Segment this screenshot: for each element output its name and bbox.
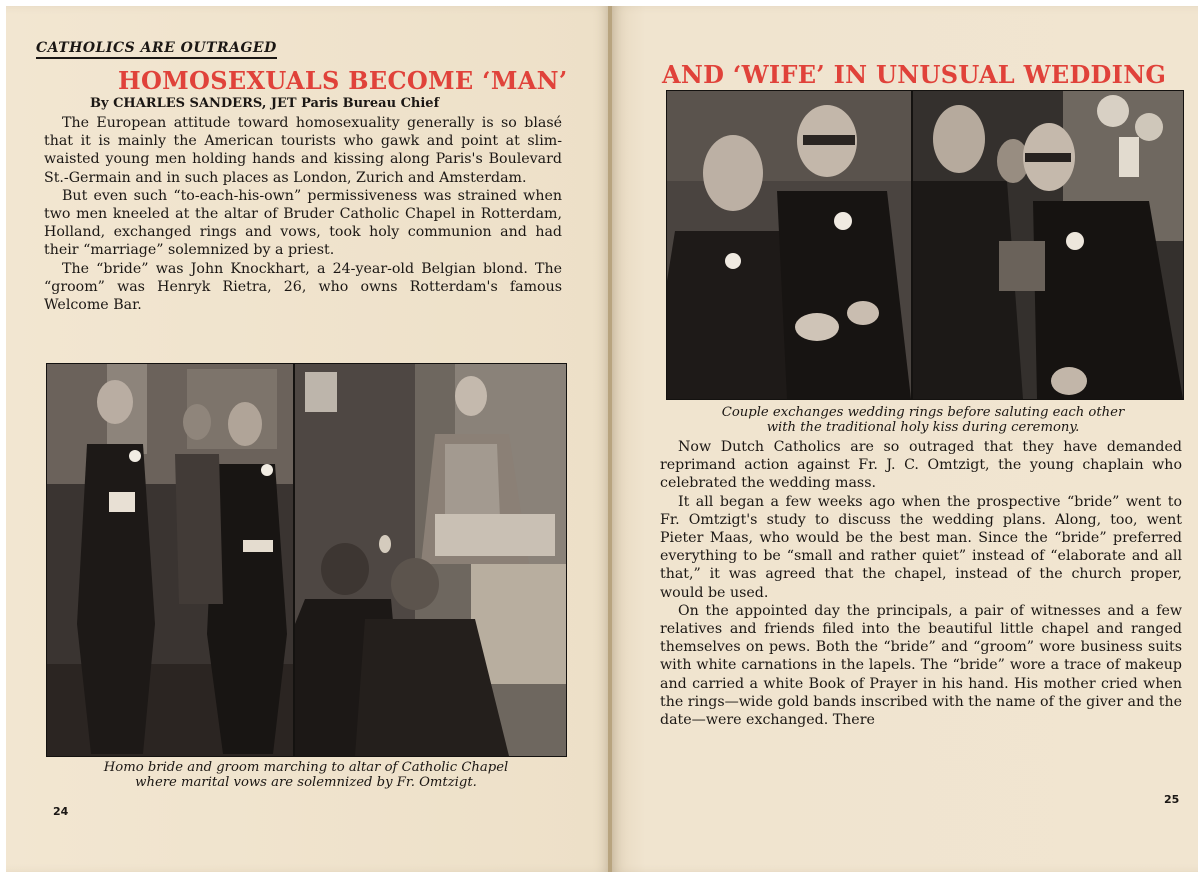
- paragraph: Now Dutch Catholics are so outraged that they have demanded reprimand action against Fr. J. C. Omtzigt, the young chaplain who celebrated the wedding mass.: [660, 439, 1182, 492]
- page-number-right: 25: [1164, 793, 1180, 806]
- photo-holy-kiss: [912, 90, 1184, 400]
- paragraph: The “bride” was John Knockhart, a 24-year-old Belgian blond. The “groom” was Henryk Rietra, 26, who owns Rotterdam's famous Welcome Bar.: [44, 260, 562, 314]
- holy-kiss-photo-image: [913, 91, 1183, 399]
- paragraph: It all began a few weeks ago when the prospective “bride” went to Fr. Omtzigt's study to discuss the wedding plans. Along, too, went Pieter Maas, who would be the best man. Since the “bride” preferred everything to be “small and rather quiet” instead of “elaborate and all that,” it was agreed that the chapel, instead of the church proper, would be used.: [660, 493, 1182, 601]
- paragraph: But even such “to-each-his-own” permissiveness was strained when two men kneeled at the altar of Bruder Catholic Chapel in Rotterdam, Holland, exchanged rings and vows, took holy communion and had their “marriage” solemnized by a priest.: [44, 187, 562, 259]
- altar-photo-image: [295, 364, 566, 756]
- caption-line: Couple exchanges wedding rings before saluting each other: [721, 405, 1125, 420]
- ring-exchange-photo-image: [667, 91, 911, 399]
- byline: By CHARLES SANDERS, JET Paris Bureau Chief: [90, 96, 440, 111]
- page-gutter: [608, 6, 612, 872]
- caption-line: with the traditional holy kiss during ceremony.: [766, 420, 1080, 435]
- headline-part-2: AND ‘WIFE’ IN UNUSUAL WEDDING: [662, 60, 1167, 89]
- section-kicker: CATHOLICS ARE OUTRAGED: [36, 40, 277, 59]
- article-body-left: [44, 114, 562, 314]
- caption-line: Homo bride and groom marching to altar of Catholic Chapel: [103, 760, 509, 775]
- photo-procession: [46, 363, 294, 757]
- photo-ring-exchange: [666, 90, 912, 400]
- photo-altar: [294, 363, 567, 757]
- paragraph: On the appointed day the principals, a pair of witnesses and a few relatives and friends filed into the beautiful little chapel and ranged themselves on pews. Both the “bride” and “groom” wore business suits with white carnations in the lapels. The “bride” wore a trace of makeup and carried a white Book of Prayer in his hand. His mother cried when the rings—wide gold bands inscribed with the name of the giver and the date—were exchanged. There: [660, 602, 1182, 729]
- article-body-right: [660, 438, 1182, 729]
- headline-part-1: HOMOSEXUALS BECOME ‘MAN’: [118, 66, 568, 95]
- procession-photo-image: [47, 364, 293, 756]
- caption-line: where marital vows are solemnized by Fr. Omtzigt.: [135, 775, 477, 790]
- caption-right: [662, 405, 1184, 435]
- page-number-left: 24: [53, 805, 69, 818]
- paragraph: The European attitude toward homosexuality generally is so blasé that it is mainly the American tourists who gawk and point at slim-waisted young men holding hands and kissing along Paris's Boulevard St.-Germain and in such places as London, Zurich and Amsterdam.: [44, 115, 562, 186]
- caption-left: [46, 760, 566, 790]
